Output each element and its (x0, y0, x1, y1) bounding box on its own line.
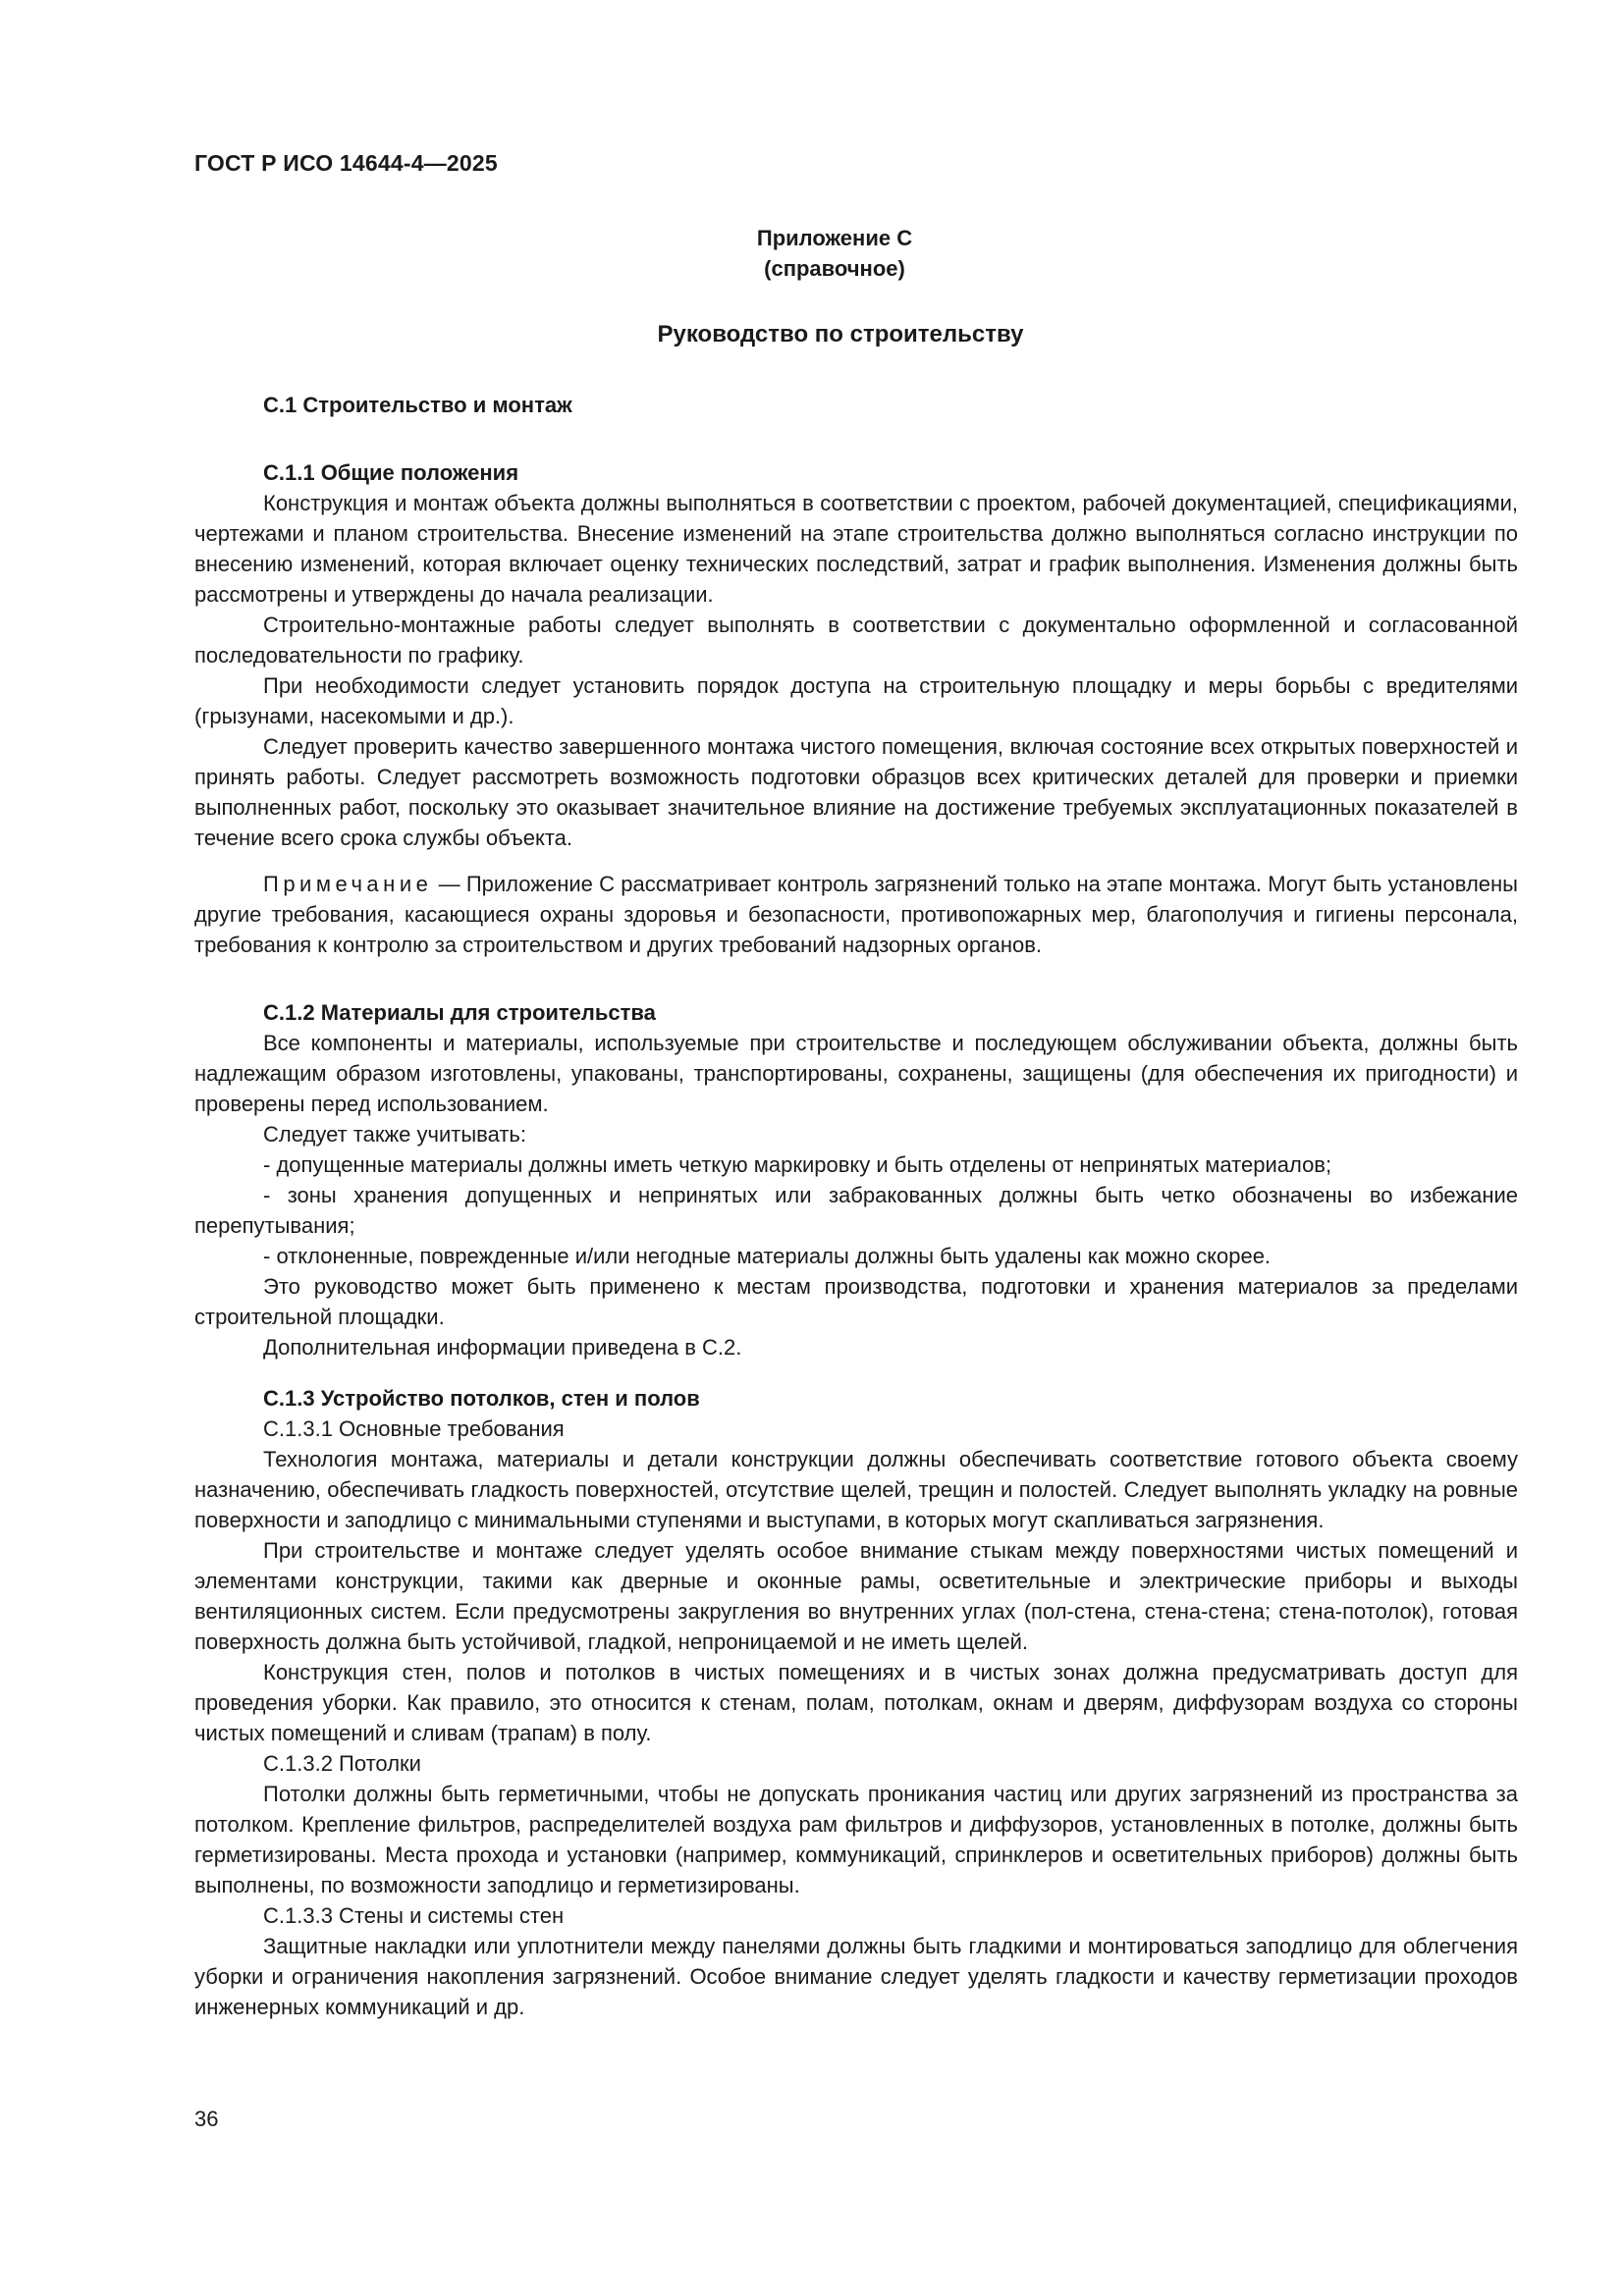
document-body (194, 390, 1518, 2022)
section-heading-c11: С.1.1 Общие положения (263, 460, 519, 485)
section-heading-c12: С.1.2 Материалы для строительства (263, 1000, 656, 1025)
section-heading-c13: С.1.3 Устройство потолков, стен и полов (263, 1386, 700, 1411)
annex-label: Приложение С (756, 226, 913, 250)
paragraph: Конструкция стен, полов и потолков в чистых помещениях и в чистых зонах должна предусматривать доступ для проведения уборки. Как правило, это относится к стенам, полам, потолкам, окнам и дверям, диффузорам воздуха со стороны чистых помещений и сливам (трапам) в полу. (194, 1660, 1518, 1745)
annex-title: Руководство по строительству (657, 321, 1024, 347)
section-heading-c1: С.1 Строительство и монтаж (263, 393, 572, 417)
subsection-heading: С.1.3.2 Потолки (263, 1751, 421, 1776)
annex-type: (справочное) (764, 256, 905, 281)
list-item: - допущенные материалы должны иметь четкую маркировку и быть отделены от непринятых материалов; (263, 1152, 1332, 1177)
document-id-header: ГОСТ Р ИСО 14644-4—2025 (194, 150, 498, 176)
paragraph: Строительно-монтажные работы следует выполнять в соответствии с документально оформленной и согласованной последовательности по графику. (194, 613, 1518, 667)
list-item: - отклоненные, поврежденные и/или негодные материалы должны быть удалены как можно скорее. (263, 1244, 1272, 1268)
paragraph: При необходимости следует установить порядок доступа на строительную площадку и меры борьбы с вредителями (грызунами, насекомыми и др.). (194, 673, 1518, 728)
paragraph: Следует проверить качество завершенного монтажа чистого помещения, включая состояние всех открытых поверхностей и принять работы. Следует рассмотреть возможность подготовки образцов всех критических деталей для проверки и приемки выполненных работ, поскольку это оказывает значительное влияние на достижение требуемых эксплуатационных показателей в течение всего срока службы объекта. (194, 734, 1518, 850)
note (194, 869, 1518, 960)
paragraph: Следует также учитывать: (263, 1122, 526, 1147)
paragraph: Это руководство может быть применено к местам производства, подготовки и хранения материалов за пределами строительной площадки. (194, 1274, 1518, 1329)
note-text: Приложение С рассматривает контроль загрязнений только на этапе монтажа. Могут быть установлены другие требования, касающиеся охраны здоровья и безопасности, противопожарных мер, благополучия и гигиены персонала, требования к контролю за строительством и других требований надзорных органов. (194, 872, 1518, 957)
subsection-heading: С.1.3.1 Основные требования (263, 1416, 565, 1441)
note-label: Примечание (263, 872, 433, 896)
paragraph: Защитные накладки или уплотнители между панелями должны быть гладкими и монтироваться заподлицо для облегчения уборки и ограничения накопления загрязнений. Особое внимание следует уделять гладкости и качеству герметизации проходов инженерных коммуникаций и др. (194, 1934, 1518, 2019)
paragraph: Все компоненты и материалы, используемые при строительстве и последующем обслуживании объекта, должны быть надлежащим образом изготовлены, упакованы, транспортированы, сохранены, защищены (для обеспечения их пригодности) и проверены перед использованием. (194, 1031, 1518, 1116)
paragraph: Конструкция и монтаж объекта должны выполняться в соответствии с проектом, рабочей документацией, спецификациями, чертежами и планом строительства. Внесение изменений на этапе строительства должно выполняться согласно инструкции по внесению изменений, которая включает оценку технических последствий, затрат и график выполнения. Изменения должны быть рассмотрены и утверждены до начала реализации. (194, 491, 1518, 607)
subsection-heading: С.1.3.3 Стены и системы стен (263, 1903, 565, 1928)
list-item: - зоны хранения допущенных и непринятых или забракованных должны быть четко обозначены во избежание перепутывания; (194, 1183, 1518, 1238)
paragraph: При строительстве и монтаже следует уделять особое внимание стыкам между поверхностями чистых помещений и элементами конструкции, такими как дверные и оконные рамы, осветительные и электрические приборы и выходы вентиляционных систем. Если предусмотрены закругления во внутренних углах (пол-стена, стена-стена; стена-потолок), готовая поверхность должна быть устойчивой, гладкой, непроницаемой и не иметь щелей. (194, 1538, 1518, 1654)
note-dash: — (432, 872, 466, 896)
paragraph: Дополнительная информации приведена в С.2. (263, 1335, 742, 1360)
paragraph: Потолки должны быть герметичными, чтобы не допускать проникания частиц или других загрязнений из пространства за потолком. Крепление фильтров, распределителей воздуха рам фильтров и диффузоров, установленных в потолке, должны быть герметизированы. Места прохода и установки (например, коммуникаций, спринклеров и осветительных приборов) должны быть выполнены, по возможности заподлицо и герметизированы. (194, 1782, 1518, 1897)
paragraph: Технология монтажа, материалы и детали конструкции должны обеспечивать соответствие готового объекта своему назначению, обеспечивать гладкость поверхностей, отсутствие щелей, трещин и полостей. Следует выполнять укладку на ровные поверхности и заподлицо с минимальными ступенями и выступами, в которых могут скапливаться загрязнения. (194, 1447, 1518, 1532)
page-number: 36 (194, 2107, 219, 2131)
